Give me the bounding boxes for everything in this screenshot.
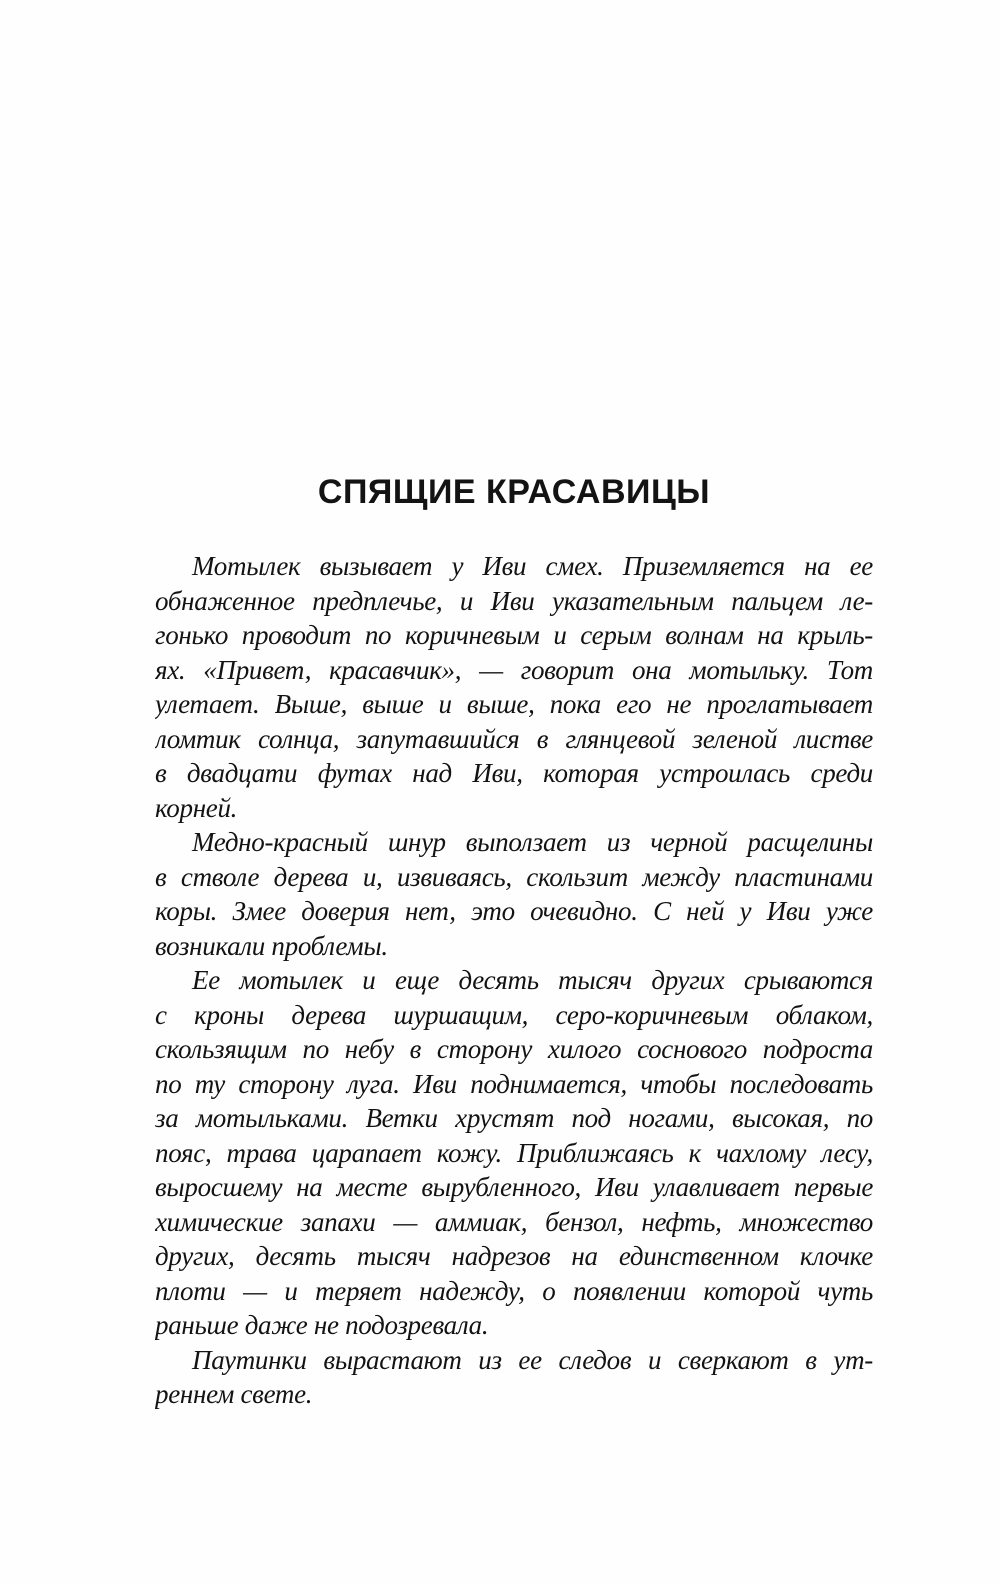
paragraph [155,1343,873,1412]
text-line: в двадцати футах над Иви, которая устроилась среди [155,758,873,788]
paragraph [155,825,873,963]
text-block [155,549,873,1412]
text-line: Медно-красный шнур выползает из черной расщелины [192,827,873,857]
text-line: раньше даже не подозревала. [155,1310,489,1340]
text-line: в стволе дерева и, извиваясь, скользит между пластинами [155,861,873,892]
text-line: плоти — и теряет надежду, о появлении которой чуть [155,1275,873,1306]
paragraph [155,549,873,825]
text-line: за мотыльками. Ветки хрустят под ногами, высокая, по [155,1103,873,1133]
text-line: возникали проблемы. [155,930,388,961]
text-line: выросшему на месте вырубленного, Иви улавливает первые [155,1172,873,1202]
paragraph [155,963,873,1343]
text-line: коры. Змее доверия нет, это очевидно. С ней у Иви уже [155,896,873,926]
text-line: других, десять тысяч надрезов на единственном клочке [155,1241,873,1271]
text-line: реннем свете. [155,1379,313,1409]
text-line: химические запахи — аммиак, бензол, нефть, множество [155,1206,873,1237]
text-line: Паутинки вырастают из ее следов и сверкают в ут- [192,1344,873,1375]
text-line: Мотылек вызывает у Иви смех. Приземляется на ее [192,551,873,581]
text-line: ях. «Привет, красавчик», — говорит она мотыльку. Тот [155,654,873,685]
text-line: гонько проводит по коричневым и серым волнам на крыль- [155,620,873,650]
text-line: обнаженное предплечье, и Иви указательным пальцем ле- [155,585,873,616]
text-line: улетает. Выше, выше и выше, пока его не проглатывает [155,689,873,719]
text-line: корней. [155,792,238,823]
text-line: по ту сторону луга. Иви поднимается, чтобы последовать [155,1068,873,1099]
text-line: пояс, трава царапает кожу. Приближаясь к чахлому лесу, [155,1137,873,1168]
text-line: скользящим по небу в сторону хилого соснового подроста [155,1034,873,1064]
text-line: с кроны дерева шуршащим, серо-коричневым облаком, [155,999,873,1030]
chapter-title: СПЯЩИЕ КРАСАВИЦЫ [317,473,711,511]
text-line: ломтик солнца, запутавшийся в глянцевой зеленой листве [155,723,873,754]
text-line: Ее мотылек и еще десять тысяч других срываются [192,965,873,995]
